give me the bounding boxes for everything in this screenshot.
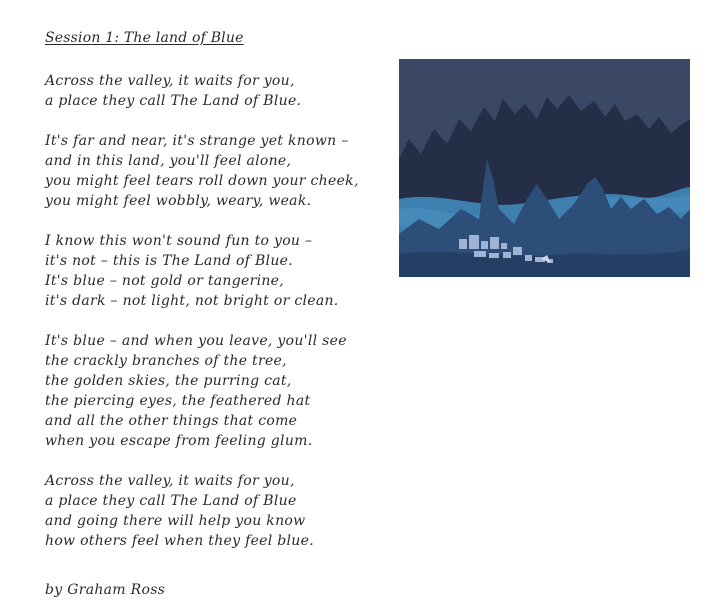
landscape-image [399,59,690,277]
poem-line: and in this land, you'll feel alone, [45,153,292,169]
poem-body [45,71,375,571]
poem-line: it's dark – not light, not bright or clean. [45,293,339,309]
poem-line: the golden skies, the purring cat, [45,373,292,389]
poem-line: how others feel when they feel blue. [45,533,314,549]
poem-line: It's blue – not gold or tangerine, [45,273,285,289]
poem-line: a place they call The Land of Blue [45,493,297,509]
stanza [45,71,375,111]
poem-line: you might feel tears roll down your cheek, [45,173,359,189]
poem-line: the piercing eyes, the feathered hat [45,393,311,409]
poem-line: Across the valley, it waits for you, [45,73,295,89]
poem-line: a place they call The Land of Blue. [45,93,302,109]
poem-title: Session 1: The land of Blue [45,30,244,46]
stanza [45,331,375,451]
landscape-illustration [399,59,690,277]
poem-line: you might feel wobbly, weary, weak. [45,193,312,209]
poem-author: by Graham Ross [45,582,166,598]
poem-line: I know this won't sound fun to you – [45,233,313,249]
poem-line: and all the other things that come [45,413,298,429]
poem-line: Across the valley, it waits for you, [45,473,295,489]
stanza [45,471,375,551]
stanza [45,231,375,311]
poem-line: it's not – this is The Land of Blue. [45,253,293,269]
poem-line: when you escape from feeling glum. [45,433,313,449]
poem-line: the crackly branches of the tree, [45,353,287,369]
stanza [45,131,375,211]
poem-line: and going there will help you know [45,513,306,529]
poem-line: It's blue – and when you leave, you'll see [45,333,347,349]
poem-line: It's far and near, it's strange yet known – [45,133,349,149]
